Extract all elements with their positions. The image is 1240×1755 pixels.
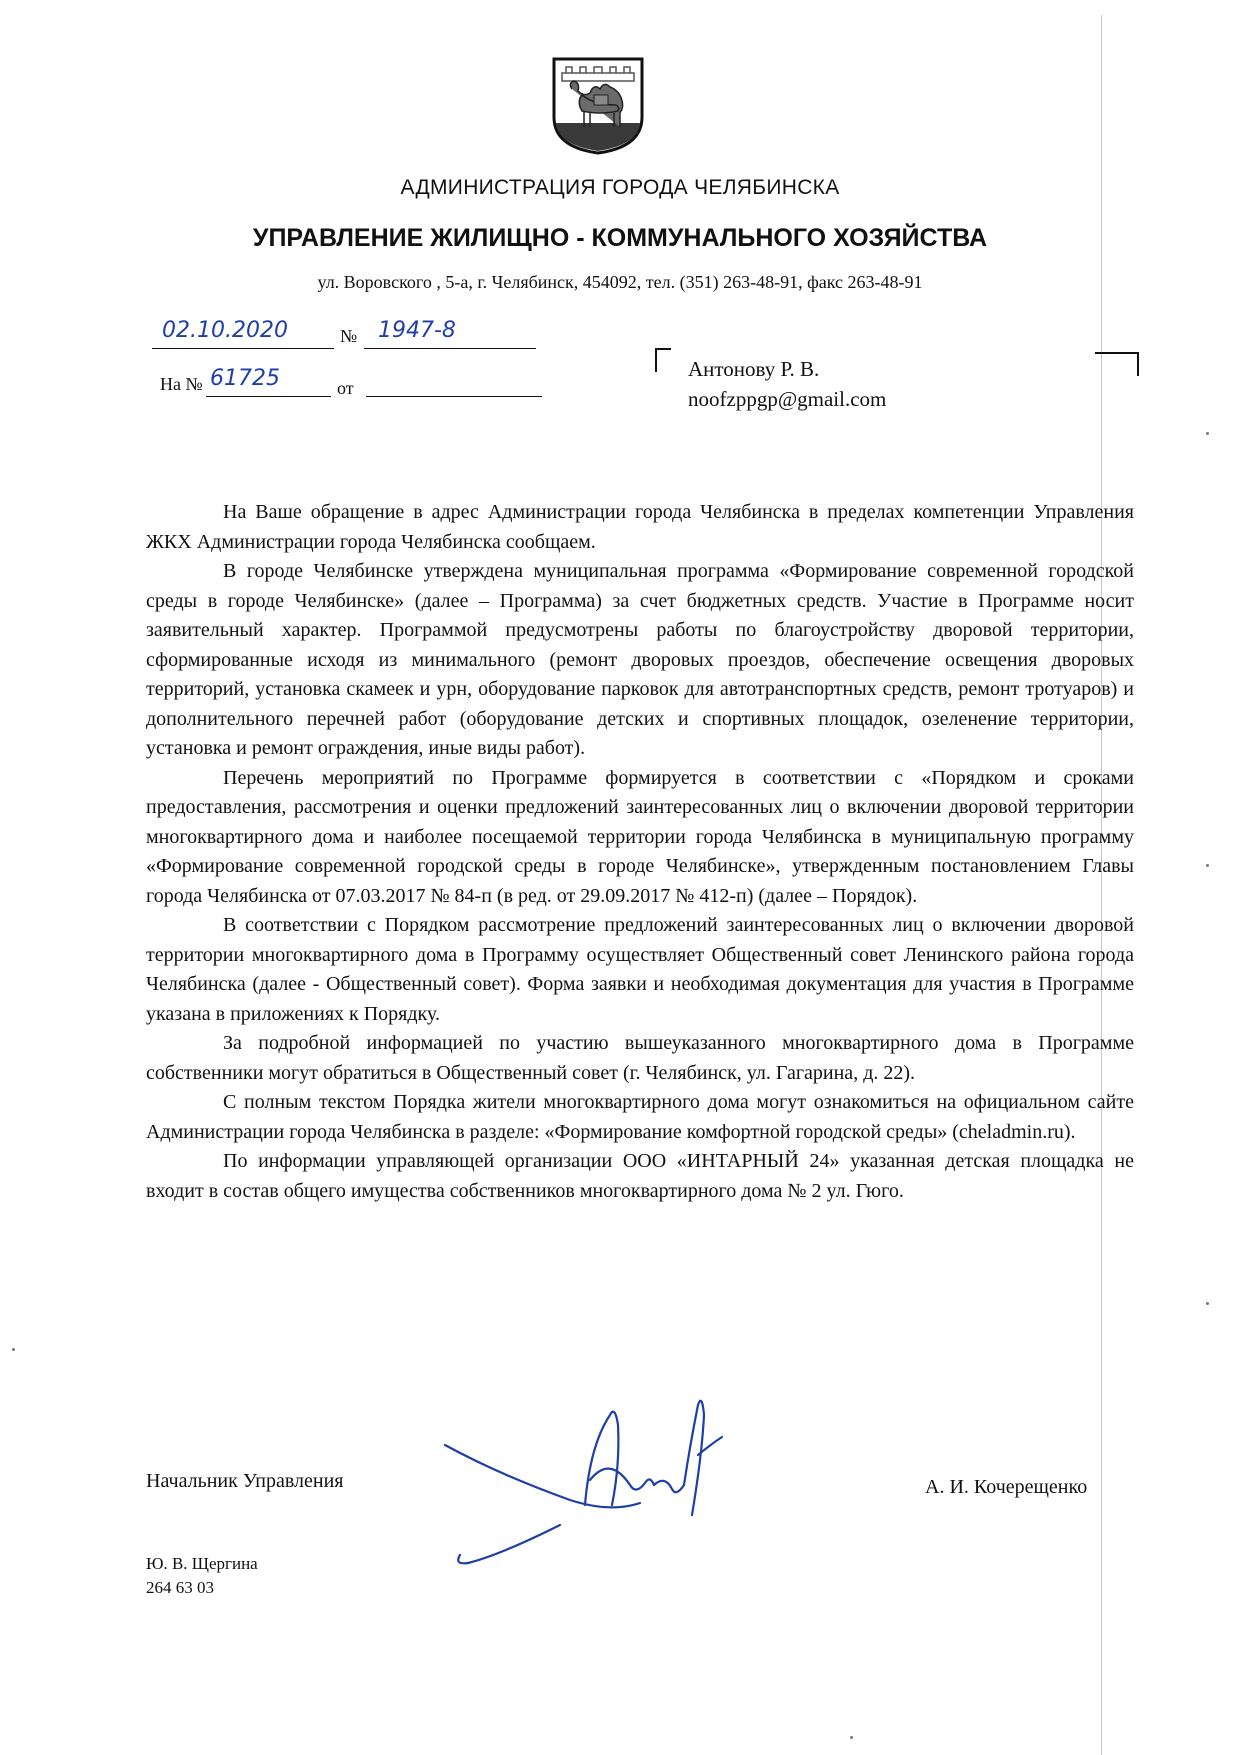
signatory-name: А. И. Кочерещенко [925,1476,1088,1498]
handwritten-signature [440,1385,780,1585]
recipient-corner-right [1095,352,1139,376]
letter-body [146,498,1134,1206]
from-underline [366,396,542,397]
scan-speck [1206,1302,1209,1305]
administration-name: АДМИНИСТРАЦИЯ ГОРОДА ЧЕЛЯБИНСКА [400,176,840,199]
incoming-number: 61725 [210,366,280,391]
date-underline [152,348,334,349]
executor-block [146,1552,258,1600]
number-label: № [340,326,358,346]
body-paragraph: На Ваше обращение в адрес Администрации города Челябинска в пределах компетенции Управления ЖКХ Администрации города Челябинска сообщаем. [146,501,1134,553]
recipient-name: Антонову Р. В. [688,357,820,381]
body-paragraph: За подробной информацией по участию вышеуказанного многоквартирного дома в Программе собственники могут обратиться в Общественный совет (г. Челябинск, ул. Гагарина, д. 22). [146,1032,1134,1084]
executor-name: Ю. В. Щергина [146,1554,258,1573]
body-paragraph: По информации управляющей организации ООО «ИНТАРНЫЙ 24» указанная детская площадка не входит в состав общего имущества собственников многоквартирного дома № 2 ул. Гюго. [146,1150,1134,1202]
body-paragraph: В соответствии с Порядком рассмотрение предложений заинтересованных лиц о включении дворовой территории многоквартирного дома в Программу осуществляет Общественный совет Ленинского района города Челябинска (далее - Общественный совет). Форма заявки и необходимая документация для участия в Программе указана в приложениях к Порядку. [146,914,1134,1025]
scan-speck [1206,864,1209,867]
executor-phone: 264 63 03 [146,1578,214,1597]
scan-speck [12,1348,15,1351]
body-paragraph: Перечень мероприятий по Программе формируется в соответствии с «Порядком и сроками предоставления, рассмотрения и оценки предложений заинтересованных лиц о включении дворовой территории многоквартирного дома и наиболее посещаемой территории города Челябинска в муниципальную программу «Формирование современной городской среды в городе Челябинске», утвержденным постановлением Главы города Челябинска от 07.03.2017 № 84-п (в ред. от 29.09.2017 № 412-п) (далее – Порядок). [146,766,1134,907]
from-label: от [337,378,354,398]
number-underline [364,348,536,349]
chelyabinsk-camel-crest-icon [550,55,646,155]
recipient-email: noofzppgp@gmail.com [688,387,887,411]
department-address: ул. Воровского , 5-а, г. Челябинск, 454092, тел. (351) 263-48-91, факс 263-48-91 [317,272,923,292]
incoming-label: На № [160,374,203,394]
body-paragraph: В городе Челябинске утверждена муниципальная программа «Формирование современной городской среды в городе Челябинске» (далее – Программа) за счет бюджетных средств. Участие в Программе носит заявительный характер. Программой предусмотрены работы по благоустройству дворовой территории, сформированные исходя из минимального (ремонт дворовых проездов, обеспечение освещения дворовых территорий, установка скамеек и урн, оборудование парковок для автотранспортных средств, ремонт тротуаров) и дополнительного перечней работ (оборудование детских и спортивных площадок, озеленение территории, установка и ремонт ограждения, иные виды работ). [146,560,1134,759]
incoming-underline [206,396,331,397]
scan-speck [1206,432,1209,435]
recipient-corner-left [655,348,671,372]
body-paragraph: С полным текстом Порядка жители многоквартирного дома могут ознакомиться на официальном сайте Администрации города Челябинска в разделе: «Формирование комфортной городской среды» (cheladmin.ru). [146,1091,1134,1143]
department-name: УПРАВЛЕНИЕ ЖИЛИЩНО - КОММУНАЛЬНОГО ХОЗЯЙСТВА [252,224,988,252]
scan-speck [850,1736,853,1739]
outgoing-date: 02.10.2020 [162,318,288,343]
outgoing-number: 1947-8 [378,318,456,343]
recipient-block [688,354,886,414]
signatory-title: Начальник Управления [146,1470,344,1492]
